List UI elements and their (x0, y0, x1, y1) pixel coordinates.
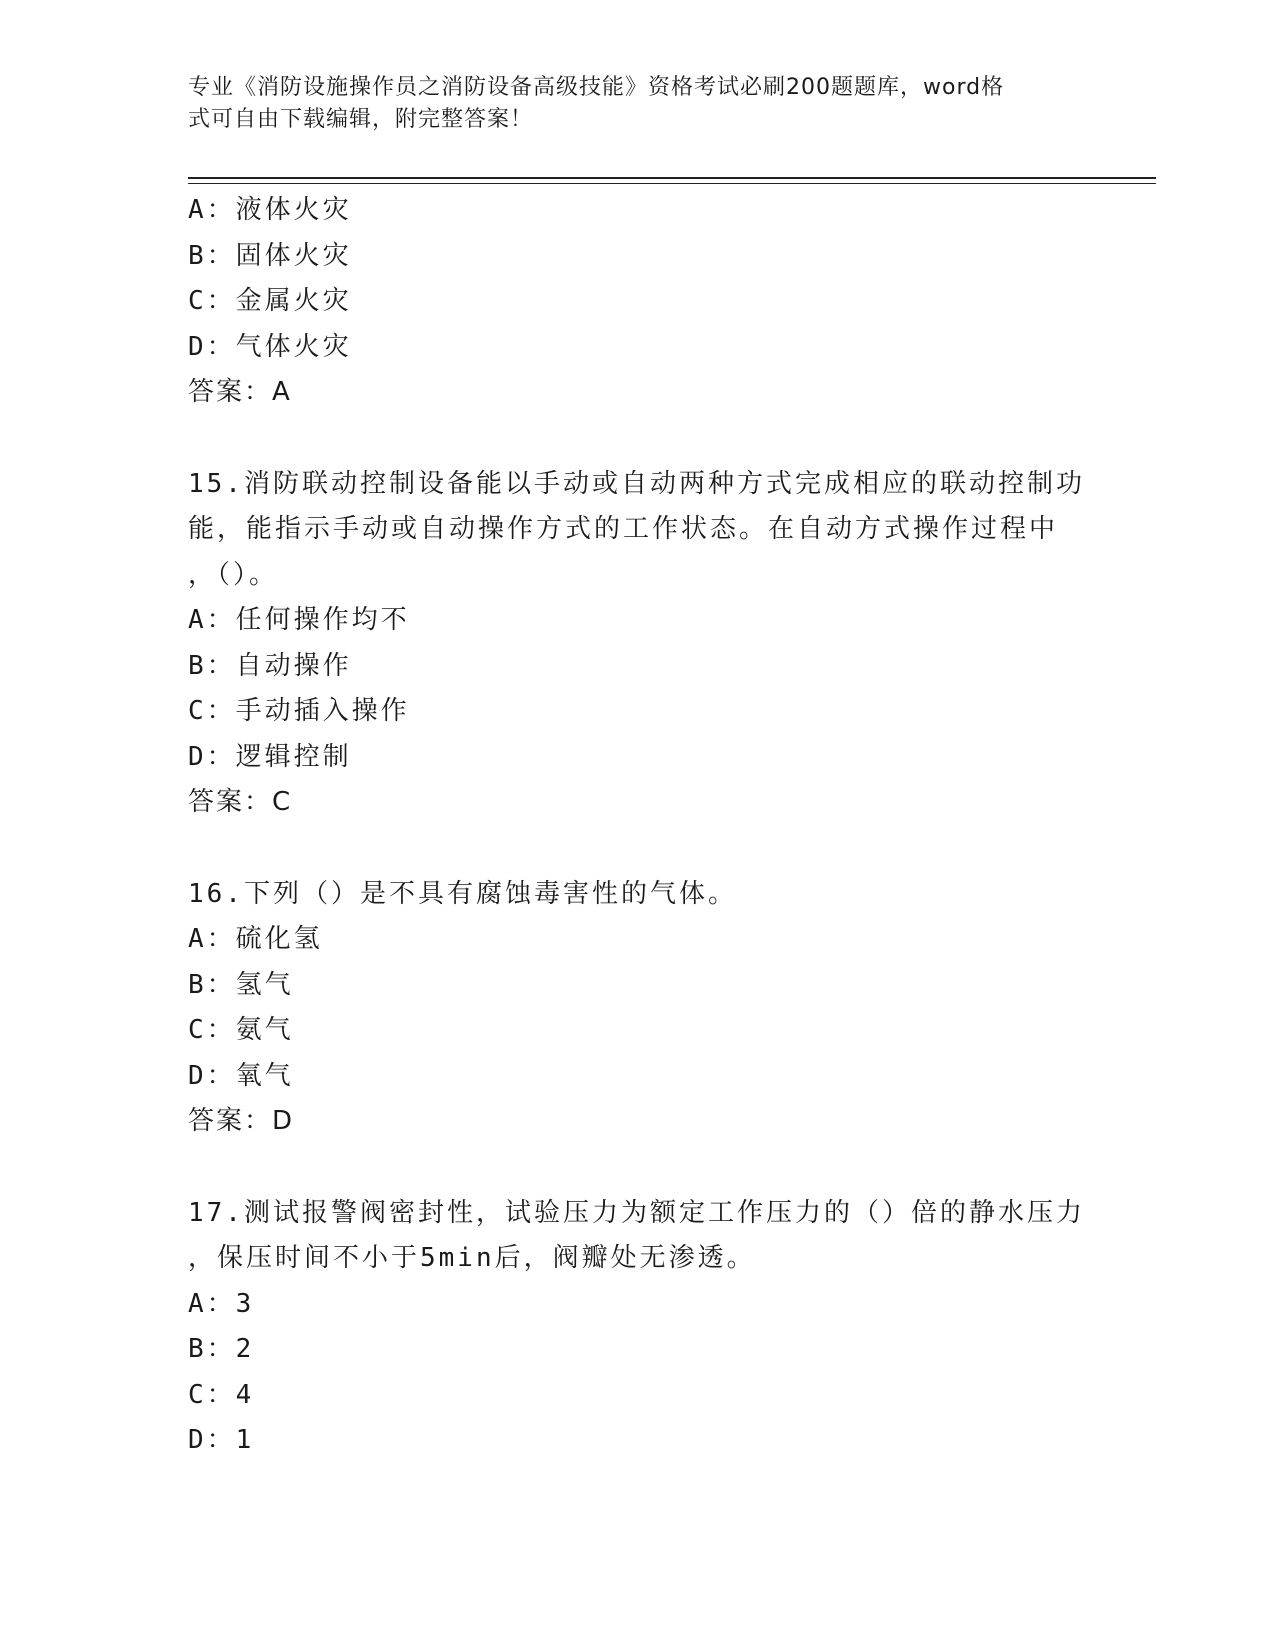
option-a: A：3 (188, 1288, 255, 1319)
question-text-line: ，（）。 (188, 559, 279, 590)
option-c: C：手动插入操作 (188, 696, 410, 726)
answer-line: 答案：C (188, 787, 293, 817)
option-d: D：逻辑控制 (188, 741, 352, 772)
option-d: D：1 (188, 1425, 255, 1455)
question-text-line: 15.消防联动控制设备能以手动或自动两种方式完成相应的联动控制功 (188, 468, 1085, 499)
option-a: A：硫化氢 (188, 924, 323, 954)
option-c: C：4 (188, 1379, 255, 1410)
spacer (188, 416, 1088, 462)
spacer (188, 826, 1088, 872)
question-17-block (188, 1191, 1088, 1464)
option-c: C：金属火灾 (188, 286, 352, 316)
option-a: A：任何操作均不 (188, 605, 410, 635)
question-text-line: ，保压时间不小于5min后，阀瓣处无渗透。 (188, 1243, 756, 1273)
option-b: B：自动操作 (188, 650, 352, 681)
option-d: D：气体火灾 (188, 331, 352, 362)
header-line-1: 专业《消防设施操作员之消防设备高级技能》资格考试必刷200题题库，word格 (188, 75, 1005, 100)
answer-line: 答案：D (188, 1106, 295, 1136)
question-text-line: 17.测试报警阀密封性，试验压力为额定工作压力的（）倍的静水压力 (188, 1197, 1085, 1228)
header-divider-thin (188, 183, 1156, 184)
option-b: B：氢气 (188, 969, 294, 1000)
question-list (188, 188, 1088, 1464)
header-divider-thick (188, 177, 1156, 179)
option-a: A：液体火灾 (188, 195, 352, 225)
document-header (188, 72, 1068, 136)
question-16-block (188, 872, 1088, 1145)
option-d: D：氧气 (188, 1060, 294, 1091)
question-15-block (188, 462, 1088, 826)
option-b: B：固体火灾 (188, 240, 352, 271)
question-text-line: 能，能指示手动或自动操作方式的工作状态。在自动方式操作过程中 (188, 514, 1059, 544)
header-line-2: 式可自由下载编辑，附完整答案！ (188, 107, 534, 132)
question-text-line: 16.下列（）是不具有腐蚀毒害性的气体。 (188, 878, 737, 909)
question-14-block (188, 188, 1088, 416)
option-b: B：2 (188, 1334, 255, 1364)
spacer (188, 1145, 1088, 1191)
answer-line: 答案：A (188, 377, 292, 407)
option-c: C：氨气 (188, 1015, 294, 1045)
